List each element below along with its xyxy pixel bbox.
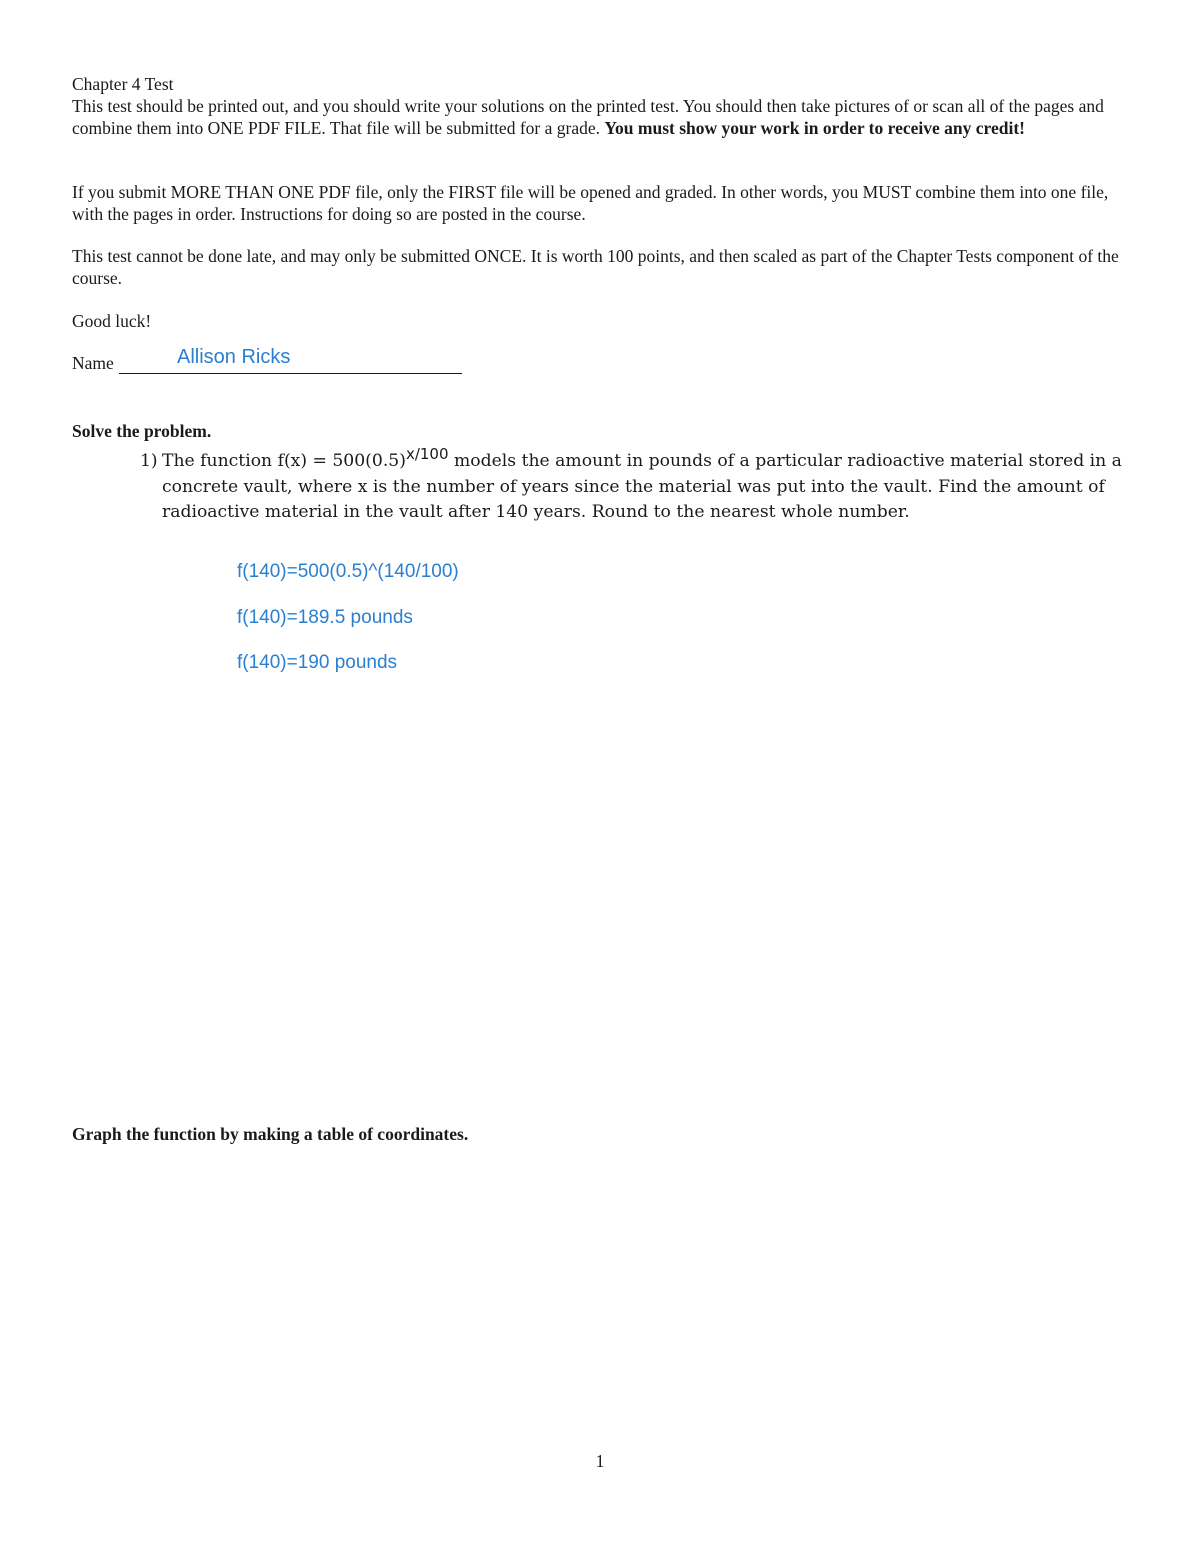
intro-paragraph <box>72 95 1142 139</box>
section-heading-graph: Graph the function by making a table of coordinates. <box>72 1124 469 1144</box>
question-exponent: x/100 <box>405 445 449 463</box>
question-text <box>162 445 1132 526</box>
document-header <box>72 73 1142 139</box>
submission-paragraph: If you submit MORE THAN ONE PDF file, only the FIRST file will be opened and graded. In other words, you MUST combine them into one file, with the pages in order. Instructions for doing so are posted in the course. <box>72 182 1109 224</box>
intro-bold-text: You must show your work in order to receive any credit! <box>604 118 1025 138</box>
document-title: Chapter 4 Test <box>72 74 174 94</box>
name-value: Allison Ricks <box>177 346 291 368</box>
late-policy-paragraph: This test cannot be done late, and may only be submitted ONCE. It is worth 100 points, and then scaled as part of the Chapter Tests component of the course. <box>72 246 1119 288</box>
answer-line: f(140)=190 pounds <box>237 652 398 673</box>
intro-text: This test should be printed out, and you should write your solutions on the printed test. You should then take pictures of or scan all of the pages and combine them into ONE PDF FILE. That file will be submitted for a grade. <box>72 96 1104 138</box>
question-text-after: models the amount in pounds of a particular radioactive material stored in a concrete vault, where x is the number of years since the material was put into the vault. Find the amount of radioactive material in the vault after 140 years. Round to the nearest whole number. <box>162 451 1122 522</box>
answer-line: f(140)=189.5 pounds <box>237 607 413 628</box>
question-text-before: The function f(x) = 500(0.5) <box>162 451 406 471</box>
answer-line: f(140)=500(0.5)^(140/100) <box>237 561 459 582</box>
page-number: 1 <box>595 1451 605 1471</box>
name-underline <box>119 373 462 374</box>
good-luck-text: Good luck! <box>72 311 152 331</box>
question-number: 1) <box>140 451 158 471</box>
name-label: Name <box>72 353 114 373</box>
section-heading-solve: Solve the problem. <box>72 421 212 441</box>
